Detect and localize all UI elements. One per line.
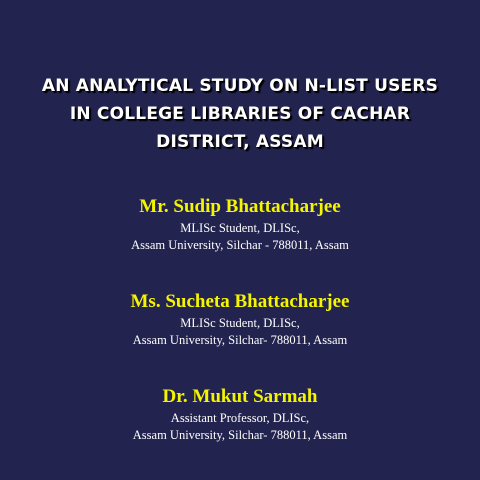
author-role: Assistant Professor, DLISc, — [170, 411, 310, 425]
author-affiliation: Assam University, Silchar- 788011, Assam — [132, 333, 348, 347]
author-block-3 — [0, 386, 480, 444]
author-name: Dr. Mukut Sarmah — [162, 386, 318, 407]
author-block-1 — [0, 196, 480, 254]
title-line-1: AN ANALYTICAL STUDY ON N-LIST USERS — [41, 76, 439, 96]
author-name: Ms. Sucheta Bhattacharjee — [130, 291, 350, 312]
title-line-3: DISTRICT, ASSAM — [156, 132, 324, 152]
author-role: MLISc Student, DLISc, — [180, 221, 300, 235]
title-line-2: IN COLLEGE LIBRARIES OF CACHAR — [69, 104, 411, 124]
author-name: Mr. Sudip Bhattacharjee — [139, 196, 341, 217]
author-affiliation: Assam University, Silchar- 788011, Assam — [132, 428, 348, 442]
author-role: MLISc Student, DLISc, — [180, 316, 300, 330]
author-affiliation: Assam University, Silchar - 788011, Assam — [131, 238, 349, 252]
page-title — [0, 72, 480, 156]
author-block-2 — [0, 291, 480, 349]
